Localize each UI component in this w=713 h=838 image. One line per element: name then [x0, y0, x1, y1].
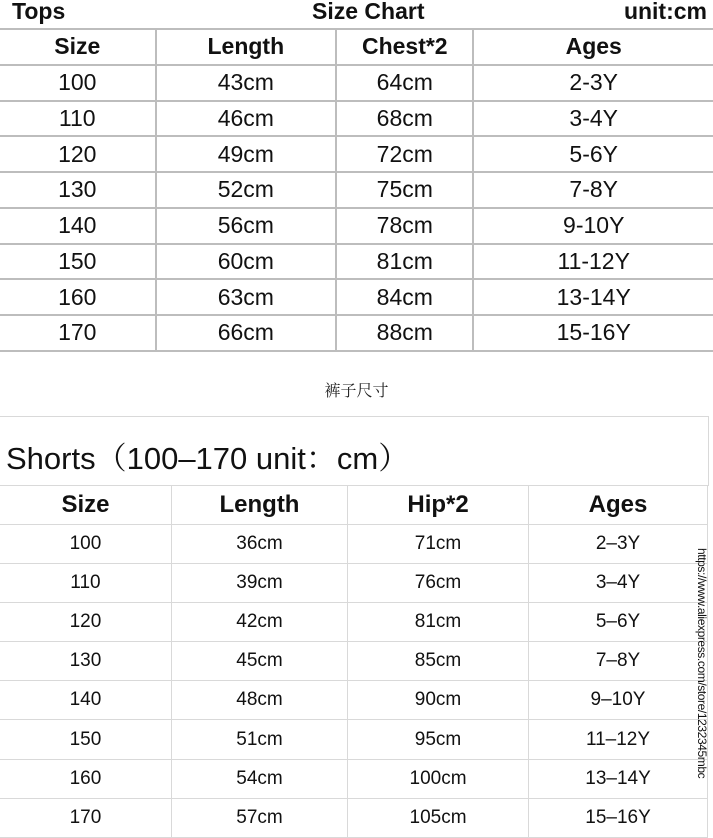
cell-size: 130 — [0, 642, 171, 681]
column-header-hip: Hip*2 — [348, 486, 529, 525]
table-row — [0, 244, 713, 280]
table-header-row — [0, 29, 713, 65]
cell-ages: 7–8Y — [529, 642, 708, 681]
cell-ages: 15-16Y — [473, 315, 713, 351]
cell-size: 150 — [0, 244, 156, 280]
cell-size: 120 — [0, 136, 156, 172]
cell-chest: 81cm — [336, 244, 473, 280]
cell-chest: 72cm — [336, 136, 473, 172]
shorts-title: Shorts（100–170 unit：cm） — [6, 441, 410, 476]
cell-length: 46cm — [156, 101, 337, 137]
cell-length: 54cm — [171, 759, 347, 798]
cell-ages: 11-12Y — [473, 244, 713, 280]
cell-length: 45cm — [171, 642, 347, 681]
cell-ages: 5–6Y — [529, 603, 708, 642]
cell-size: 110 — [0, 101, 156, 137]
tops-header — [0, 0, 713, 28]
cell-length: 60cm — [156, 244, 337, 280]
size-chart-title: Size Chart — [312, 0, 425, 24]
shorts-size-table — [0, 485, 708, 838]
cell-size: 140 — [0, 208, 156, 244]
table-row — [0, 525, 708, 564]
cell-ages: 2-3Y — [473, 65, 713, 101]
cell-size: 110 — [0, 564, 171, 603]
cell-ages: 7-8Y — [473, 172, 713, 208]
tops-size-table — [0, 28, 713, 352]
shorts-title-box — [0, 416, 709, 486]
cell-hip: 105cm — [348, 798, 529, 837]
cell-hip: 100cm — [348, 759, 529, 798]
cell-length: 43cm — [156, 65, 337, 101]
cell-length: 52cm — [156, 172, 337, 208]
cell-length: 42cm — [171, 603, 347, 642]
cell-size: 160 — [0, 759, 171, 798]
cell-size: 170 — [0, 315, 156, 351]
cell-hip: 90cm — [348, 681, 529, 720]
cell-ages: 9–10Y — [529, 681, 708, 720]
column-header-length: Length — [156, 29, 337, 65]
cell-hip: 71cm — [348, 525, 529, 564]
table-row — [0, 65, 713, 101]
cell-hip: 95cm — [348, 720, 529, 759]
table-row — [0, 136, 713, 172]
cell-ages: 3-4Y — [473, 101, 713, 137]
cell-size: 140 — [0, 681, 171, 720]
table-row — [0, 642, 708, 681]
cell-length: 36cm — [171, 525, 347, 564]
table-row — [0, 603, 708, 642]
cell-ages: 13–14Y — [529, 759, 708, 798]
cell-length: 51cm — [171, 720, 347, 759]
cell-hip: 76cm — [348, 564, 529, 603]
cell-hip: 81cm — [348, 603, 529, 642]
cell-length: 49cm — [156, 136, 337, 172]
store-url-watermark: https://www.aliexpress.com/store/1232345mbc — [695, 548, 709, 779]
cell-size: 130 — [0, 172, 156, 208]
cell-ages: 11–12Y — [529, 720, 708, 759]
cell-length: 63cm — [156, 279, 337, 315]
column-header-chest: Chest*2 — [336, 29, 473, 65]
table-row — [0, 208, 713, 244]
cell-ages: 13-14Y — [473, 279, 713, 315]
cell-chest: 78cm — [336, 208, 473, 244]
table-row — [0, 279, 713, 315]
cell-chest: 88cm — [336, 315, 473, 351]
cell-size: 160 — [0, 279, 156, 315]
cell-size: 120 — [0, 603, 171, 642]
unit-label: unit:cm — [623, 0, 707, 24]
cell-size: 100 — [0, 65, 156, 101]
tops-title: Tops — [12, 0, 66, 24]
cell-size: 150 — [0, 720, 171, 759]
cell-length: 48cm — [171, 681, 347, 720]
cell-chest: 68cm — [336, 101, 473, 137]
cell-chest: 75cm — [336, 172, 473, 208]
table-row — [0, 759, 708, 798]
pants-size-caption: 裤子尺寸 — [324, 381, 389, 400]
table-row — [0, 720, 708, 759]
column-header-ages: Ages — [529, 486, 708, 525]
table-row — [0, 172, 713, 208]
cell-size: 100 — [0, 525, 171, 564]
cell-ages: 3–4Y — [529, 564, 708, 603]
cell-length: 57cm — [171, 798, 347, 837]
column-header-size: Size — [0, 29, 156, 65]
cell-chest: 84cm — [336, 279, 473, 315]
cell-length: 66cm — [156, 315, 337, 351]
table-header-row — [0, 486, 708, 525]
column-header-length: Length — [171, 486, 347, 525]
cell-size: 170 — [0, 798, 171, 837]
cell-chest: 64cm — [336, 65, 473, 101]
table-row — [0, 798, 708, 837]
cell-length: 39cm — [171, 564, 347, 603]
cell-ages: 15–16Y — [529, 798, 708, 837]
column-header-ages: Ages — [473, 29, 713, 65]
column-header-size: Size — [0, 486, 171, 525]
table-row — [0, 564, 708, 603]
cell-ages: 9-10Y — [473, 208, 713, 244]
table-row — [0, 315, 713, 351]
cell-ages: 5-6Y — [473, 136, 713, 172]
cell-hip: 85cm — [348, 642, 529, 681]
table-row — [0, 681, 708, 720]
cell-length: 56cm — [156, 208, 337, 244]
table-row — [0, 101, 713, 137]
cell-ages: 2–3Y — [529, 525, 708, 564]
